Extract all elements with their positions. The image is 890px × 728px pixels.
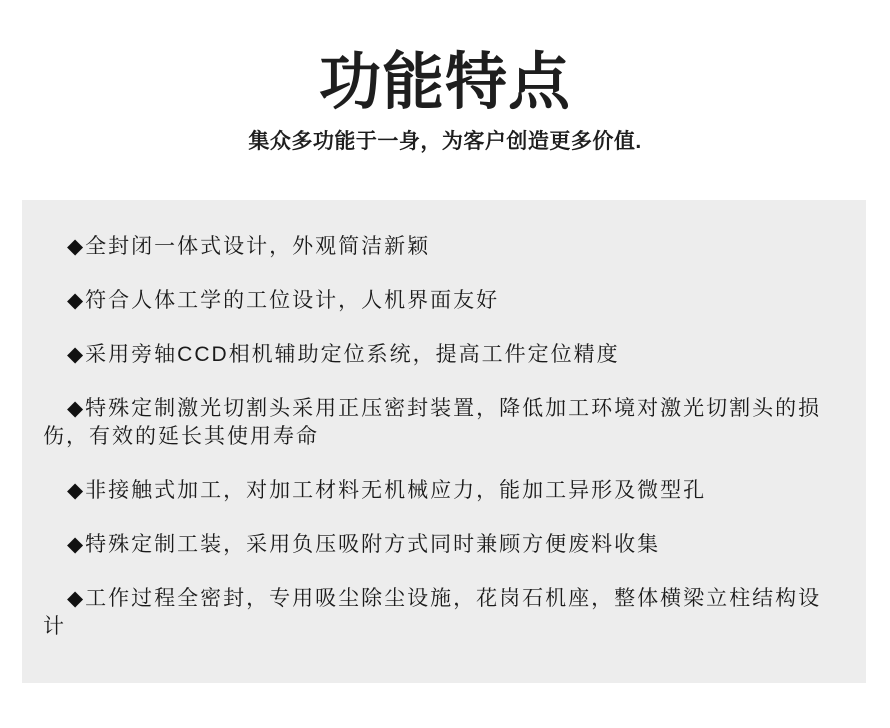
diamond-bullet-icon: ◆ (67, 533, 86, 557)
diamond-bullet-icon: ◆ (67, 587, 86, 611)
section-header (0, 0, 890, 153)
diamond-bullet-icon: ◆ (67, 289, 86, 313)
feature-item (43, 341, 823, 369)
page-subtitle: 集众多功能于一身，为客户创造更多价值. (248, 130, 642, 153)
feature-text: 全封闭一体式设计，外观简洁新颖 (85, 235, 431, 259)
feature-item (43, 585, 823, 641)
feature-item (43, 477, 823, 505)
diamond-bullet-icon: ◆ (67, 235, 86, 259)
diamond-bullet-icon: ◆ (67, 479, 86, 503)
feature-item (43, 395, 823, 451)
diamond-bullet-icon: ◆ (67, 397, 86, 421)
feature-item (43, 531, 823, 559)
feature-text: 符合人体工学的工位设计，人机界面友好 (85, 289, 500, 313)
feature-item (43, 287, 823, 315)
feature-list (43, 233, 823, 641)
feature-text: 特殊定制激光切割头采用正压密封装置，降低加工环境对激光切割头的损伤，有效的延长其使用寿命 (43, 397, 822, 449)
feature-text: 工作过程全密封，专用吸尘除尘设施，花岗石机座，整体横梁立柱结构设计 (43, 587, 822, 639)
feature-text: 非接触式加工，对加工材料无机械应力，能加工异形及微型孔 (85, 479, 707, 503)
diamond-bullet-icon: ◆ (67, 343, 86, 367)
page-title: 功能特点 (318, 48, 571, 117)
feature-panel (22, 200, 866, 683)
feature-item (43, 233, 823, 261)
feature-text: 采用旁轴CCD相机辅助定位系统，提高工件定位精度 (85, 343, 620, 367)
feature-text: 特殊定制工装，采用负压吸附方式同时兼顾方便废料收集 (85, 533, 661, 557)
